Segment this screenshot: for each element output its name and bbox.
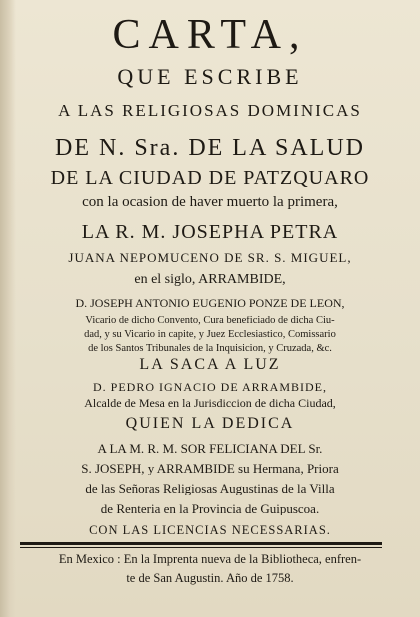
text-line-6: JUANA NEPOMUCENO DE SR. S. MIGUEL,	[68, 251, 352, 264]
text-line-13: D. PEDRO IGNACIO DE ARRAMBIDE,	[92, 381, 327, 393]
double-rule-bottom	[20, 547, 382, 548]
text-line-1: A LAS RELIGIOSAS DOMINICAS	[58, 102, 362, 119]
title: CARTA,	[112, 14, 308, 56]
text-line-3: DE LA CIUDAD DE PATZQUARO	[50, 168, 370, 188]
text-line-8: D. JOSEPH ANTONIO EUGENIO PONZE DE LEON,	[75, 297, 345, 309]
text-line-2: DE N. Sra. DE LA SALUD	[55, 136, 365, 160]
text-line-12: LA SACA A LUZ	[139, 357, 281, 373]
text-line-20: CON LAS LICENCIAS NECESSARIAS.	[89, 524, 331, 537]
imprint-line-2: te de San Augustin. Año de 1758.	[126, 572, 294, 585]
text-line-16: A LA M. R. M. SOR FELICIANA DEL Sr.	[97, 442, 323, 455]
text-line-5: LA R. M. JOSEPHA PETRA	[81, 222, 339, 242]
text-line-7: en el siglo, ARRAMBIDE,	[134, 273, 286, 287]
text-line-19: de Renteria en la Provincia de Guipuscoa.	[100, 502, 320, 515]
text-line-10: dad, y su Vicario in capite, y Juez Ecclesiastico, Comissario	[84, 330, 336, 340]
double-rule-top	[20, 542, 382, 545]
text-line-14: Alcalde de Mesa en la Jurisdiccion de dicha Ciudad,	[84, 397, 336, 409]
text-line-9: Vicario de dicho Convento, Cura beneficiado de dicha Ciu-	[85, 316, 335, 326]
text-line-15: QUIEN LA DEDICA	[125, 416, 295, 432]
text-line-4: con la ocasion de haver muerto la primera,	[82, 195, 338, 210]
subtitle: QUE ESCRIBE	[117, 66, 303, 88]
text-line-11: de los Santos Tribunales de la Inquisicion, y Cruzada, &c.	[88, 344, 332, 354]
text-line-18: de las Señoras Religiosas Augustinas de la Villa	[85, 482, 335, 495]
text-line-17: S. JOSEPH, y ARRAMBIDE su Hermana, Priora	[81, 462, 339, 475]
imprint-line-1: En Mexico : En la Imprenta nueva de la Bibliotheca, enfren-	[58, 553, 362, 566]
